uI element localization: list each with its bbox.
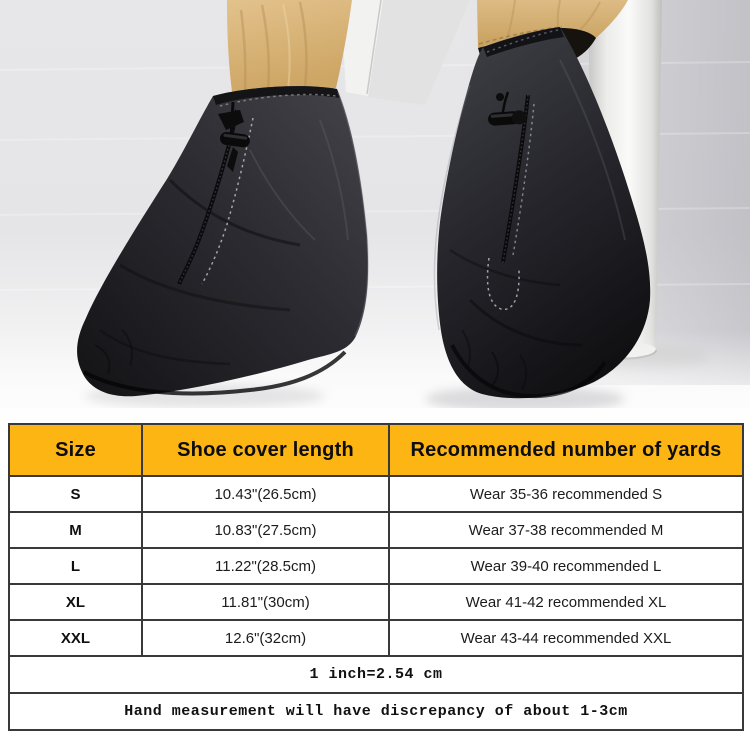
left-pant-leg [227,0,352,94]
length-header-cell: Shoe cover length [142,424,389,476]
size-cell: XXL [9,620,142,656]
length-cell: 12.6"(32cm) [142,620,389,656]
table-row-xxl [9,620,743,656]
size-header-cell: Size [9,424,142,476]
table-row-m [9,512,743,548]
length-cell: 10.43"(26.5cm) [142,476,389,512]
size-cell: L [9,548,142,584]
recommendation-cell: Wear 35-36 recommended S [389,476,743,512]
length-cell: 11.81"(30cm) [142,584,389,620]
size-table [8,423,744,731]
inch-conversion-note: 1 inch=2.54 cm [9,656,743,693]
recommendation-cell: Wear 37-38 recommended M [389,512,743,548]
recommendation-header-cell: Recommended number of yards [389,424,743,476]
size-cell: S [9,476,142,512]
length-cell: 10.83"(27.5cm) [142,512,389,548]
table-header-row [9,424,743,476]
measurement-discrepancy-note: Hand measurement will have discrepancy of about 1-3cm [9,693,743,730]
table-row-l [9,548,743,584]
measurement-note-row [9,693,743,730]
size-cell: XL [9,584,142,620]
size-cell: M [9,512,142,548]
length-cell: 11.22"(28.5cm) [142,548,389,584]
size-chart [8,423,742,731]
table-row-xl [9,584,743,620]
recommendation-cell: Wear 39-40 recommended L [389,548,743,584]
conversion-note-row [9,656,743,693]
recommendation-cell: Wear 41-42 recommended XL [389,584,743,620]
table-row-s [9,476,743,512]
recommendation-cell: Wear 43-44 recommended XXL [389,620,743,656]
photo-bottom-margin [0,408,750,420]
